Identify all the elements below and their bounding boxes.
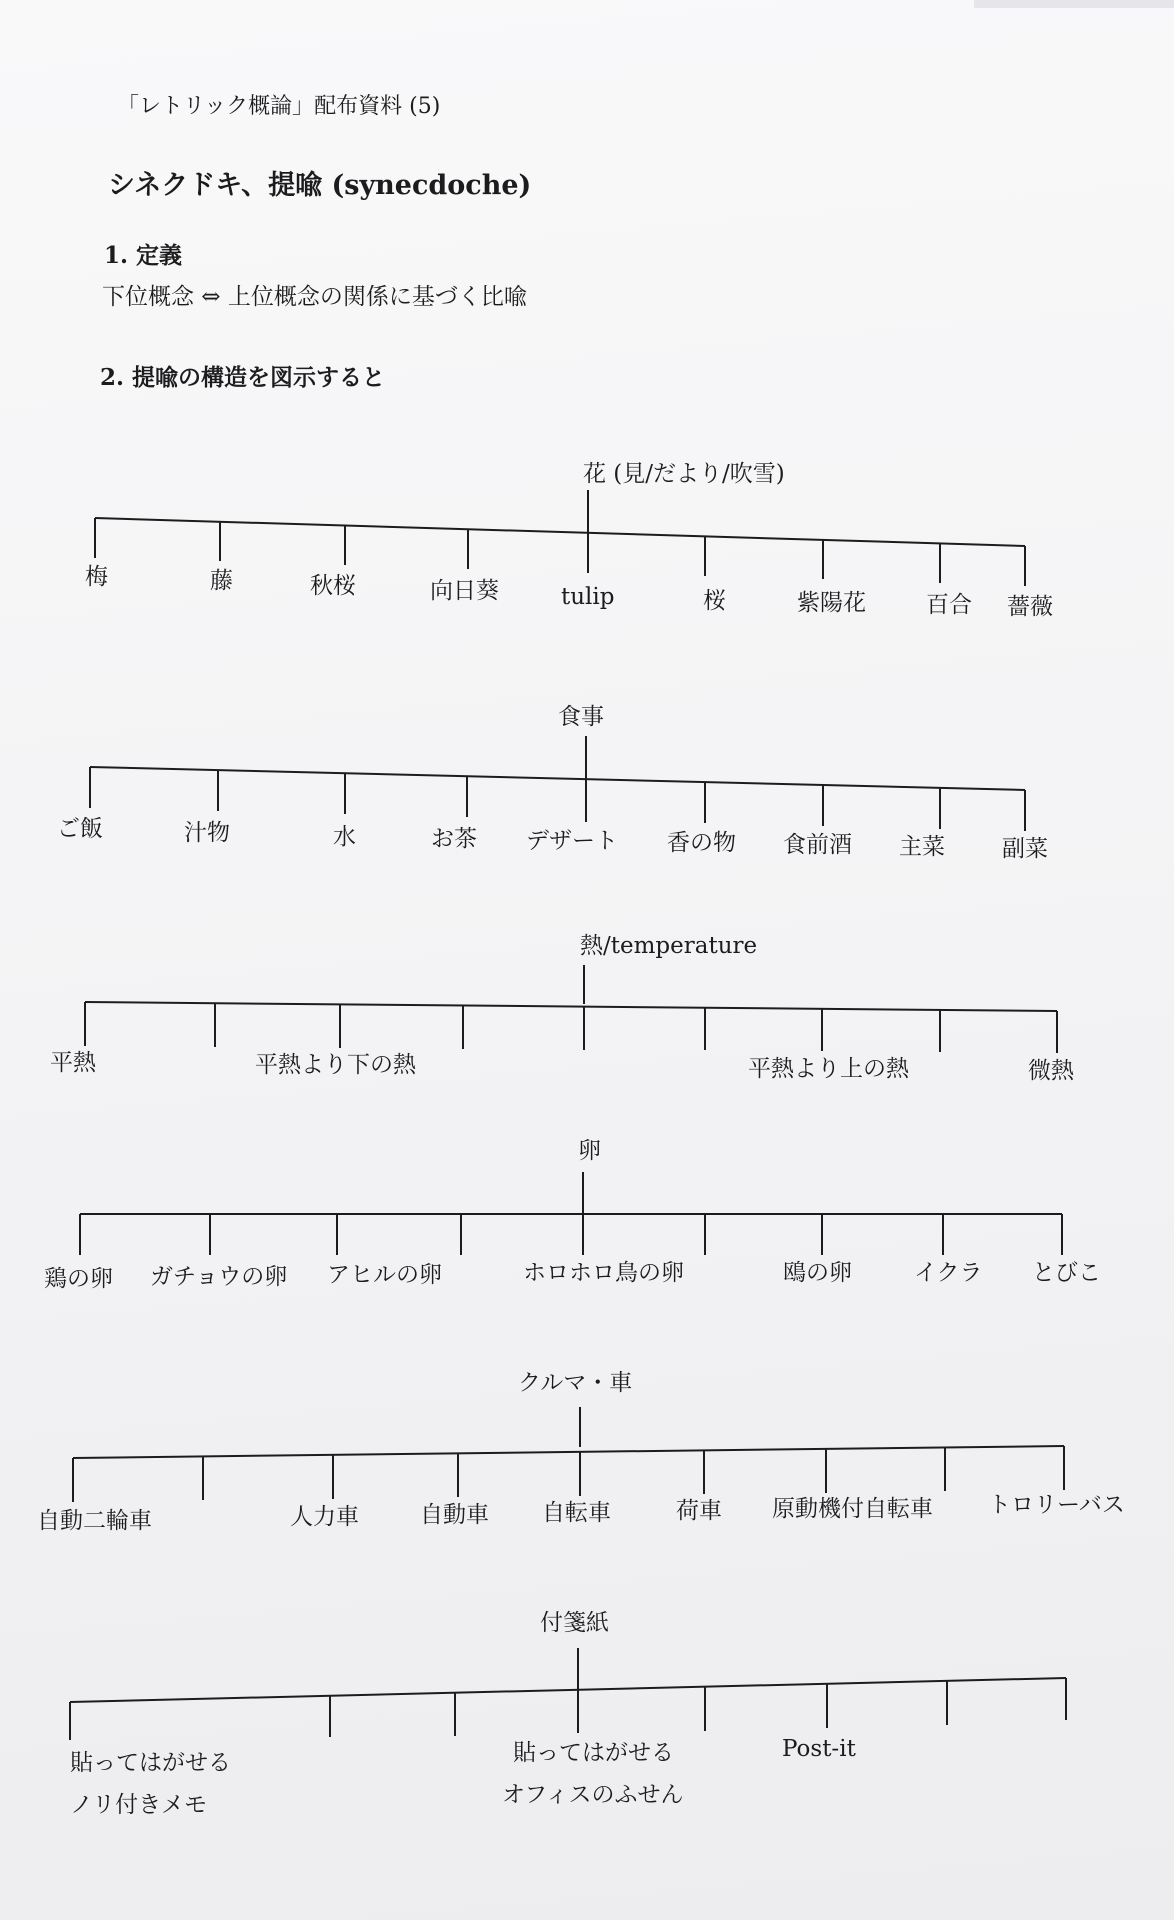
tree-vehicle-leaf: トロリーバス bbox=[988, 1492, 1125, 1518]
tree-meal-root: 食事 bbox=[558, 704, 604, 730]
tree-sticky-note-leaf: 貼ってはがせる bbox=[70, 1750, 231, 1776]
tree-meal-leaf: 主菜 bbox=[899, 834, 945, 860]
tree-meal-leaf: 食前酒 bbox=[783, 832, 852, 858]
tree-vehicle-lines bbox=[73, 1407, 1064, 1502]
tree-vehicle-leaf: 自動二輪車 bbox=[37, 1508, 152, 1534]
tree-flower-leaf: 向日葵 bbox=[430, 578, 499, 604]
tree-egg-leaf: ガチョウの卵 bbox=[150, 1264, 288, 1290]
tree-egg-leaf: ホロホロ鳥の卵 bbox=[523, 1260, 684, 1286]
tree-meal-leaf: お茶 bbox=[431, 826, 477, 852]
tree-egg-lines bbox=[80, 1172, 1062, 1255]
tree-flower-leaf: 梅 bbox=[85, 564, 108, 590]
tree-vehicle-leaf: 原動機付自転車 bbox=[772, 1496, 933, 1522]
tree-meal-leaf: 副菜 bbox=[1002, 836, 1048, 862]
tree-flower-leaf: 紫陽花 bbox=[797, 590, 866, 616]
tree-meal-lines bbox=[90, 736, 1025, 831]
section-heading-definition: 1. 定義 bbox=[104, 242, 183, 269]
tree-temperature-leaf: 平熱 bbox=[50, 1050, 96, 1076]
tree-flower-leaf: 薔薇 bbox=[1007, 594, 1053, 620]
tree-vehicle-root: クルマ・車 bbox=[518, 1370, 633, 1396]
tree-flower-leaf: 桜 bbox=[703, 588, 726, 614]
tree-vehicle-leaf: 自動車 bbox=[420, 1502, 489, 1528]
tree-flower-lines bbox=[95, 490, 1025, 586]
tree-sticky-note-leaf: オフィスのふせん bbox=[502, 1782, 684, 1808]
tree-flower-leaf: tulip bbox=[561, 584, 615, 610]
tree-egg-leaf: イクラ bbox=[914, 1260, 983, 1286]
tree-vehicle-leaf: 荷車 bbox=[676, 1498, 722, 1524]
tree-meal-leaf: ご飯 bbox=[57, 816, 103, 842]
tree-flower-leaf: 百合 bbox=[926, 592, 972, 618]
definition-text: 下位概念 ⇔ 上位概念の関係に基づく比喩 bbox=[102, 284, 527, 310]
page-title: シネクドキ、提喩 (synecdoche) bbox=[108, 170, 532, 201]
tree-meal-leaf: デザート bbox=[526, 828, 618, 854]
tree-temperature-leaf: 平熱より下の熱 bbox=[255, 1052, 416, 1078]
tree-meal-leaf: 香の物 bbox=[667, 830, 736, 856]
tree-meal-leaf: 水 bbox=[333, 824, 356, 850]
tree-flower-leaf: 藤 bbox=[210, 568, 233, 594]
tree-meal-leaf: 汁物 bbox=[184, 820, 230, 846]
tree-flower-leaf: 秋桜 bbox=[310, 573, 356, 599]
tree-temperature-leaf: 微熱 bbox=[1028, 1058, 1074, 1084]
tree-sticky-note-root: 付箋紙 bbox=[540, 1610, 609, 1636]
tree-vehicle-leaf: 人力車 bbox=[290, 1504, 359, 1530]
course-handout-note: 「レトリック概論」配布資料 (5) bbox=[117, 94, 441, 119]
tree-sticky-note-leaf: Post-it bbox=[782, 1736, 856, 1762]
tree-sticky-note-leaf: ノリ付きメモ bbox=[70, 1792, 208, 1818]
tree-temperature-leaf: 平熱より上の熱 bbox=[748, 1056, 909, 1082]
tree-egg-leaf: アヒルの卵 bbox=[327, 1262, 442, 1288]
section-heading-structure: 2. 提喩の構造を図示すると bbox=[100, 364, 386, 391]
tree-sticky-note-leaf: 貼ってはがせる bbox=[513, 1740, 674, 1766]
tree-egg-root: 卵 bbox=[578, 1138, 601, 1164]
tree-egg-leaf: とびこ bbox=[1032, 1260, 1101, 1286]
tree-temperature-root: 熱/temperature bbox=[580, 933, 758, 959]
tree-flower-root: 花 (見/だより/吹雪) bbox=[583, 461, 785, 487]
tree-egg-leaf: 鴎の卵 bbox=[783, 1260, 852, 1286]
tree-temperature-lines bbox=[85, 965, 1057, 1053]
tree-vehicle-leaf: 自転車 bbox=[542, 1500, 611, 1526]
tree-egg-leaf: 鶏の卵 bbox=[44, 1266, 113, 1292]
tree-sticky-note-lines bbox=[70, 1648, 1066, 1740]
